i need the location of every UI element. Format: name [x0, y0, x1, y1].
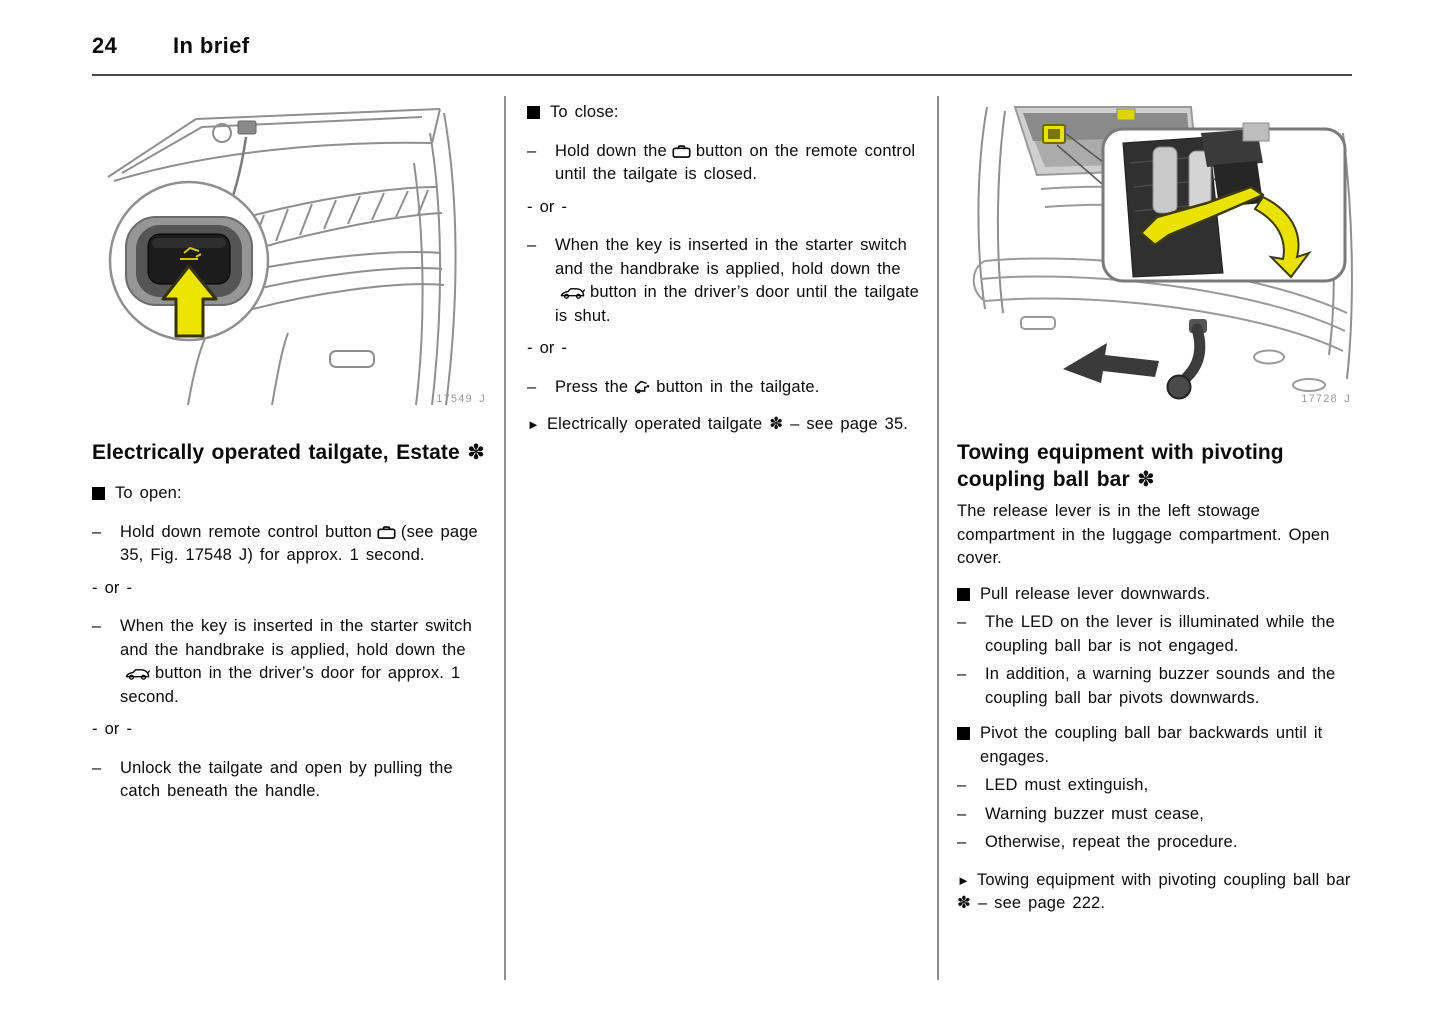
dash-marker: –: [92, 758, 102, 777]
list-item: [92, 757, 488, 804]
list-item-text: The LED on the lever is illuminated while the coupling ball bar is not engaged.: [985, 613, 1335, 655]
list-item: [527, 234, 922, 328]
or-separator: - or -: [92, 720, 133, 738]
list-item: [957, 663, 1353, 710]
dash-marker: –: [527, 141, 537, 160]
list-item-text: In addition, a warning buzzer sounds and the coupling ball bar pivots downwards.: [985, 665, 1336, 707]
car-side-button-icon: [560, 286, 585, 299]
page-header: [92, 33, 250, 59]
dash-marker: –: [957, 833, 967, 851]
crossref-text: Towing equipment with pivoting coupling ball bar ✽ – see page 222.: [957, 870, 1351, 912]
column-divider-right: [937, 96, 939, 980]
car-side-button-icon: [125, 667, 150, 680]
dash-marker: –: [527, 236, 537, 254]
to-open-label: To open:: [115, 484, 182, 502]
figure-number: 17549 J: [436, 392, 486, 405]
crossref-text: Electrically operated tailgate ✽ – see page 35.: [547, 415, 909, 433]
list-item: [957, 611, 1353, 658]
dash-marker: –: [957, 776, 967, 794]
towing-equipment-illustration: [957, 103, 1353, 415]
pull-lever-section: [957, 583, 1353, 607]
coupling-ball-bar: [1187, 329, 1200, 377]
list-item: [957, 803, 1353, 827]
list-item: [92, 521, 488, 568]
list-item: [957, 831, 1353, 855]
pull-lever-label: Pull release lever downwards.: [980, 584, 1211, 603]
tailgate-figure: [92, 103, 488, 415]
square-bullet-icon: [92, 487, 105, 500]
list-item-text: Warning buzzer must cease,: [985, 804, 1204, 823]
column-divider-left: [504, 96, 506, 980]
right-heading: Towing equipment with pivoting coupling ball bar ✽: [957, 441, 1284, 491]
triangle-right-icon: ►: [527, 417, 541, 432]
list-item-text: Press the button in the tailgate.: [555, 377, 820, 396]
latch-detail: [238, 121, 256, 134]
dash-marker: –: [92, 617, 102, 635]
list-item: [92, 615, 488, 709]
towing-figure: [957, 103, 1353, 415]
to-close-label: To close:: [550, 103, 619, 121]
dash-marker: –: [957, 613, 967, 631]
list-item-text: Hold down remote control button (see page 35, Fig. 17548 J) for approx. 1 second.: [120, 522, 478, 564]
list-item-text: Unlock the tailgate and open by pulling the catch beneath the handle.: [120, 758, 453, 800]
dash-marker: –: [957, 804, 967, 823]
pivot-label: Pivot the coupling ball bar backwards until it engages.: [980, 724, 1323, 766]
list-item: [527, 140, 922, 187]
or-separator: - or -: [527, 197, 568, 216]
or-separator: - or -: [527, 339, 568, 357]
left-heading: Electrically operated tailgate, Estate ✽: [92, 441, 485, 464]
square-bullet-icon: [957, 588, 970, 601]
tailgate-illustration: [92, 103, 488, 415]
section-title: In brief: [173, 33, 250, 58]
list-item-text: LED must extinguish,: [985, 776, 1149, 794]
crossref: [957, 869, 1353, 916]
to-open-section: [92, 482, 488, 506]
page-number: 24: [92, 33, 118, 58]
triangle-right-icon: ►: [957, 872, 971, 888]
list-item: [957, 774, 1353, 798]
list-item-text: When the key is inserted in the starter switch and the handbrake is applied, hold down thebutton in the driver’s door for approx. 1 second.: [120, 617, 472, 706]
list-item-text: When the key is inserted in the starter switch and the handbrake is applied, hold down thebutton in the driver’s door until the tailgate is shut.: [555, 236, 919, 325]
list-item-text: Hold down the button on the remote control until the tailgate is closed.: [555, 141, 916, 183]
intro-paragraph: The release lever is in the left stowage compartment in the luggage compartment. Open cover.: [957, 502, 1330, 567]
header-rule: [92, 74, 1352, 76]
middle-column: [527, 95, 922, 437]
or-separator: - or -: [92, 578, 133, 597]
left-column: [92, 95, 488, 804]
list-item: [527, 376, 922, 400]
dash-marker: –: [92, 522, 102, 541]
pivot-section: [957, 722, 1353, 769]
dash-marker: –: [527, 377, 537, 396]
dash-marker: –: [957, 665, 967, 683]
list-item-text: Otherwise, repeat the procedure.: [985, 833, 1238, 851]
trunk-remote-button-icon: [377, 525, 396, 539]
trunk-remote-button-icon: [672, 144, 691, 158]
ball-bar-direction-arrow-icon: [1063, 343, 1159, 383]
crossref: [527, 413, 922, 437]
figure-number: 17728 J: [1301, 392, 1351, 405]
to-close-section: [527, 101, 922, 125]
square-bullet-icon: [957, 727, 970, 740]
square-bullet-icon: [527, 106, 540, 119]
tailgate-button-icon: [633, 379, 651, 394]
right-column: [957, 95, 1353, 916]
